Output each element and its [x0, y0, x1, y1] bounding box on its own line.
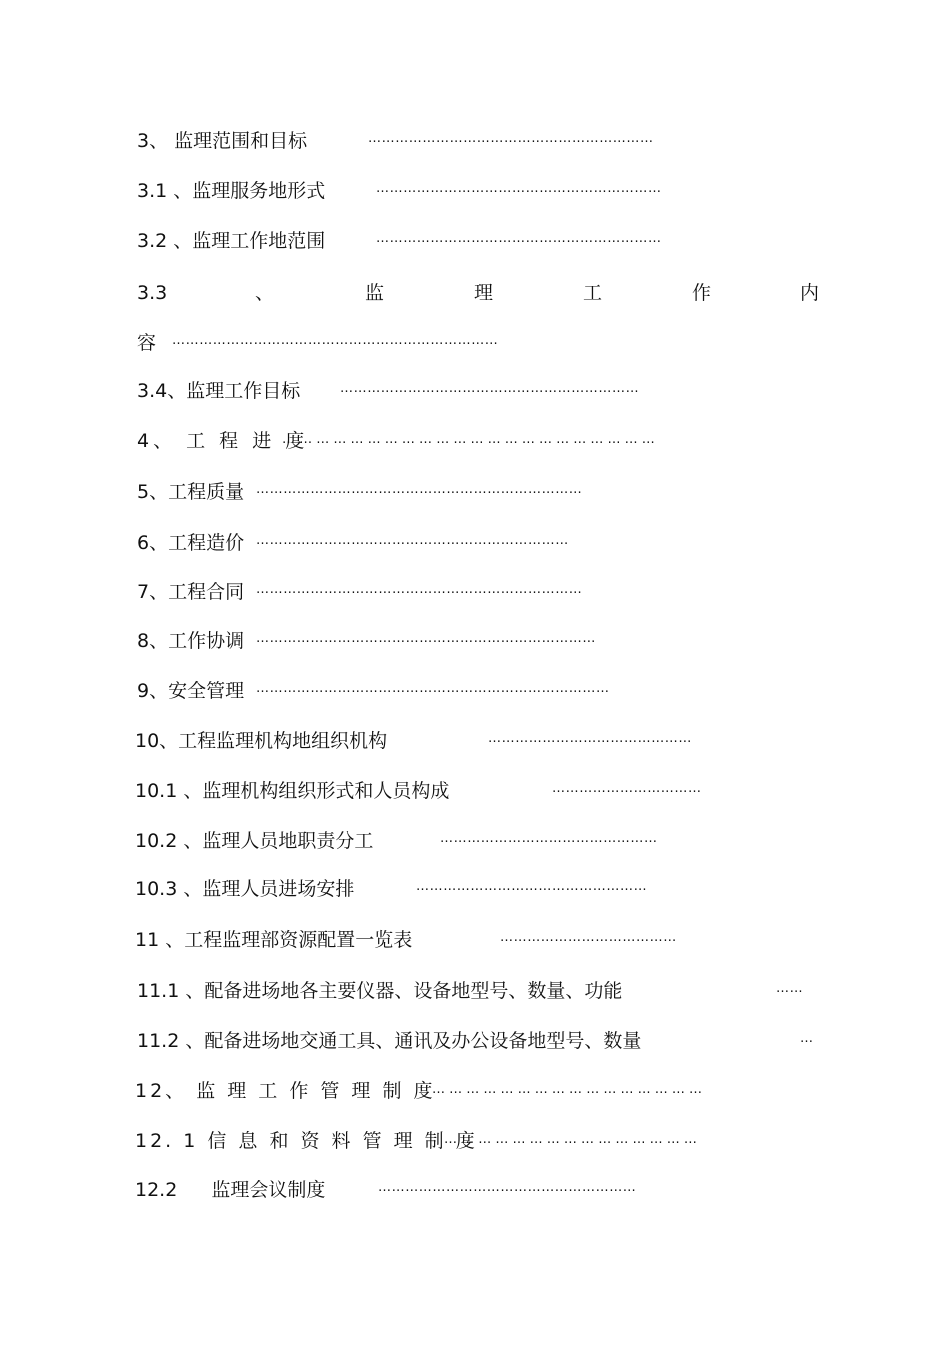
toc-leader-dots: ………………………………………………………………: [172, 333, 499, 348]
toc-entry-label-part: 内: [800, 282, 820, 304]
toc-leader-dots: … … … … … … … … … … … … … … …: [444, 1132, 697, 1147]
toc-entry-label: 7、工程合同: [137, 581, 245, 603]
toc-entry-label: 10.3 、监理人员进场安排: [135, 878, 355, 900]
toc-entry-label: 11.2 、配备进场地交通工具、通讯及办公设备地型号、数量: [137, 1030, 642, 1052]
toc-leader-dots: …………………………………: [500, 930, 677, 945]
toc-entry-label-part: 、: [255, 282, 275, 304]
toc-entry-label: 8、工作协调: [137, 630, 245, 652]
toc-entry-label: 12、 监 理 工 作 管 理 制 度: [135, 1080, 436, 1102]
toc-leader-dots: …………………………………………: [440, 831, 658, 846]
toc-entry-label: 9、安全管理: [137, 680, 245, 702]
toc-entry-label-part: 工: [583, 282, 603, 304]
toc-entry-label-part: 监: [365, 282, 385, 304]
toc-entry-label: 11 、工程监理部资源配置一览表: [135, 929, 413, 951]
toc-entry-label: 10.2 、监理人员地职责分工: [135, 830, 374, 852]
toc-entry-label-cont: 容: [137, 332, 157, 354]
toc-entry-label-part: 作: [692, 282, 712, 304]
toc-entry-label-part: 3.3: [137, 282, 168, 304]
toc-leader-dots: ………………………………………: [488, 731, 692, 746]
toc-leader-dots: ……………………………………………………………: [256, 533, 569, 548]
toc-entry-label: 12.2 监理会议制度: [135, 1179, 326, 1201]
toc-entry-label: 10.1 、监理机构组织形式和人员构成: [135, 780, 450, 802]
toc-leader-dots: ………………………………………………………………: [256, 482, 583, 497]
toc-entry-label: 4、 工 程 进 度: [137, 430, 309, 452]
toc-leader-dots: …………………………………………………: [378, 1180, 637, 1195]
toc-leader-dots: … … … … … … … … … … … … … … … …: [432, 1082, 702, 1097]
toc-leader-dots: ………………………………………………………: [376, 181, 662, 196]
toc-leader-dots: ……………………………………………: [416, 879, 648, 894]
toc-entry-label: 11.1 、配备进场地各主要仪器、设备地型号、数量、功能: [137, 980, 623, 1002]
toc-entry-label: 3、 监理范围和目标: [137, 130, 308, 152]
toc-leader-dots: ……: [776, 981, 804, 996]
toc-entry-label: 5、工程质量: [137, 481, 245, 503]
toc-leader-dots: ………………………………………………………………: [256, 582, 583, 597]
toc-leader-dots: ………………………………………………………: [368, 131, 654, 146]
toc-entry-label: 6、工程造价: [137, 532, 245, 554]
toc-entry-label: 3.1 、监理服务地形式: [137, 180, 326, 202]
toc-leader-dots: ………………………………………………………: [376, 231, 662, 246]
toc-entry-label: 3.2 、监理工作地范围: [137, 230, 326, 252]
toc-entry-label: 10、工程监理机构地组织机构: [135, 730, 388, 752]
toc-leader-dots: …: [800, 1031, 814, 1046]
toc-leader-dots: ……………………………: [552, 781, 702, 796]
toc-leader-dots: …………………………………………………………: [340, 381, 640, 396]
toc-entry-label: 12. 1 信 息 和 资 料 管 理 制 度: [135, 1130, 478, 1152]
toc-entry-label-part: 理: [474, 282, 494, 304]
toc-leader-dots: …………………………………………………………………: [256, 631, 596, 646]
toc-entry-label: 3.4、监理工作目标: [137, 380, 301, 402]
toc-leader-dots: ……………………………………………………………………: [256, 681, 610, 696]
toc-leader-dots: … … … … … … … … … … … … … … … … … … … … … …: [282, 432, 655, 447]
